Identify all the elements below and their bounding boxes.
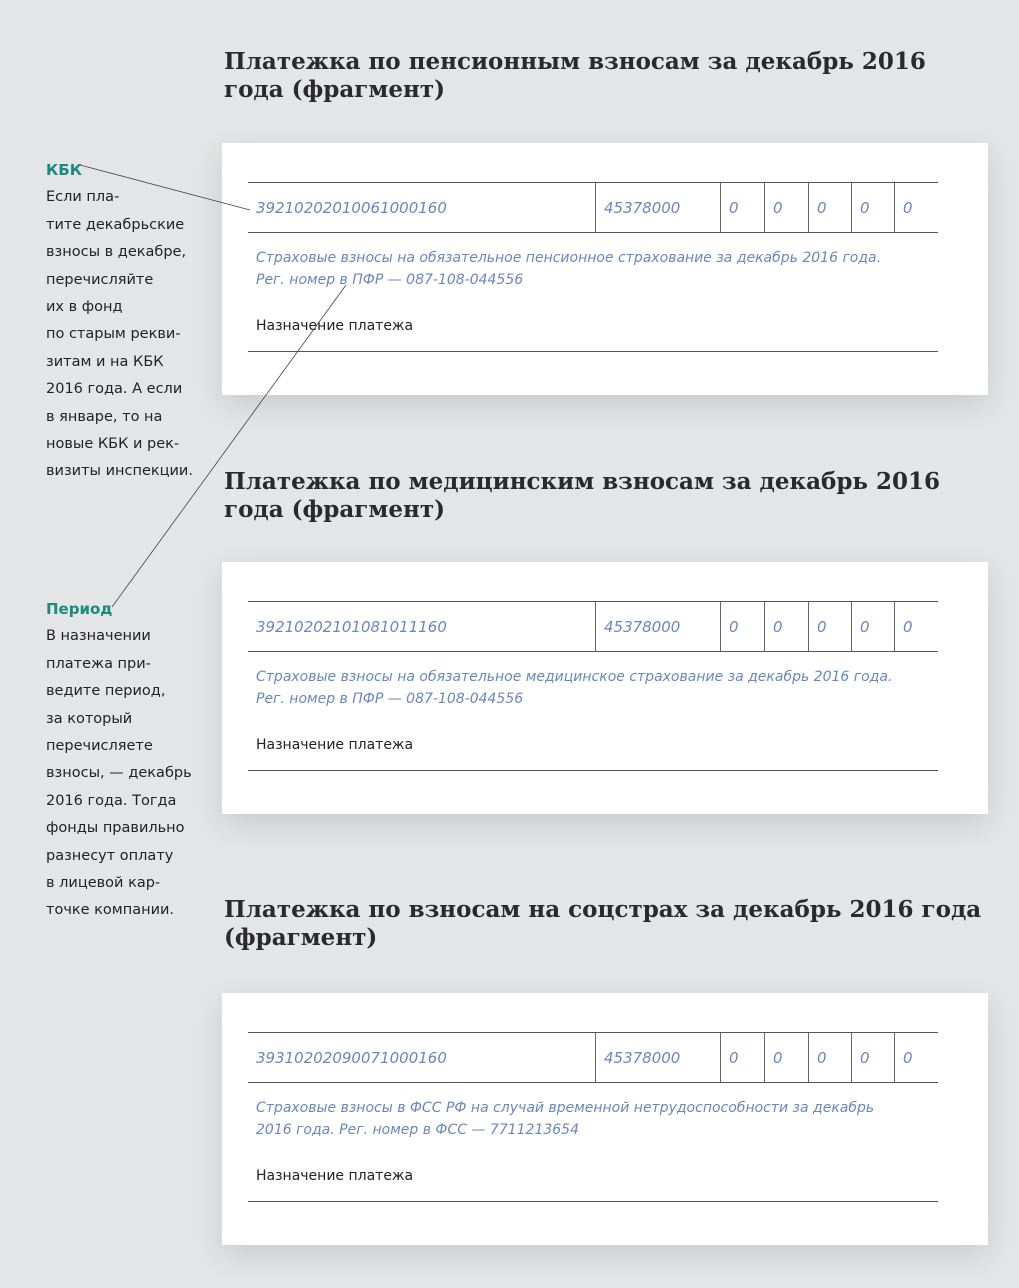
zero-field: 0 (720, 602, 764, 651)
note-line: точке компании. (46, 902, 175, 919)
purpose-label: Назначение платежа (256, 318, 414, 334)
payment-title: Платежка по пенсионным взносам за декабрь 2016 года (фрагмент) (224, 48, 926, 103)
zero-field: 0 (894, 183, 938, 232)
note-line: перечисляйте (46, 271, 154, 288)
note-line: 2016 года. А если (46, 381, 183, 398)
payment-title: Платежка по взносам на соцстрах за декабрь 2016 года (фрагмент) (224, 896, 982, 951)
zero-field: 0 (764, 183, 808, 232)
note-line: взносы, — декабрь (46, 765, 192, 782)
note-line: в лицевой кар- (46, 875, 161, 892)
note-heading: Период (46, 600, 113, 618)
note-line: в январе, то на (46, 408, 163, 425)
purpose-label: Назначение платежа (256, 737, 414, 753)
zero-field: 0 (851, 183, 894, 232)
note-line: В назначении (46, 628, 151, 645)
kbk-field: 39310202090071000160 (256, 1048, 447, 1067)
kbk-field: 39210202010061000160 (256, 198, 447, 217)
note-line: 2016 года. Тогда (46, 792, 177, 809)
oktmo-field: 45378000 (595, 1033, 720, 1082)
note-line: ведите период, (46, 683, 166, 700)
zero-field: 0 (894, 1033, 938, 1082)
zero-field: 0 (851, 602, 894, 651)
payment-title: Платежка по медицинским взносам за декабрь 2016 года (фрагмент) (224, 468, 941, 523)
purpose-label: Назначение платежа (256, 1168, 414, 1184)
note-line: их в фонд (46, 299, 123, 316)
note-line: за который (46, 710, 133, 727)
zero-field: 0 (851, 1033, 894, 1082)
zero-field: 0 (808, 183, 851, 232)
note-line: перечисляете (46, 738, 153, 755)
description-line: Страховые взносы в ФСС РФ на случай временной нетрудоспособности за декабрь (256, 1100, 875, 1116)
zero-field: 0 (808, 1033, 851, 1082)
description-line: Рег. номер в ПФР — 087-108-044556 (256, 691, 524, 707)
note-line: Если пла- (46, 189, 120, 206)
description-line: Страховые взносы на обязательное пенсионное страхование за декабрь 2016 года. (256, 250, 882, 266)
period-callout-line (112, 285, 346, 607)
description-line: Страховые взносы на обязательное медицинское страхование за декабрь 2016 года. (256, 669, 893, 685)
note-line: разнесут оплату (46, 847, 174, 864)
zero-field: 0 (764, 602, 808, 651)
note-line: платежа при- (46, 655, 151, 672)
note-line: визиты инспекции. (46, 463, 193, 480)
description-line: Рег. номер в ПФР — 087-108-044556 (256, 272, 524, 288)
note-line: новые КБК и рек- (46, 436, 180, 453)
note-line: зитам и на КБК (46, 353, 164, 370)
note-line: тите декабрьские (46, 216, 185, 233)
oktmo-field: 45378000 (595, 602, 720, 651)
note-heading: КБК (46, 161, 82, 179)
kbk-field: 39210202101081011160 (256, 617, 447, 636)
description-line: 2016 года. Рег. номер в ФСС — 7711213654 (256, 1122, 579, 1138)
zero-field: 0 (894, 602, 938, 651)
note-line: фонды правильно (46, 820, 185, 837)
zero-field: 0 (764, 1033, 808, 1082)
zero-field: 0 (808, 602, 851, 651)
zero-field: 0 (720, 183, 764, 232)
note-line: взносы в декабре, (46, 244, 187, 261)
oktmo-field: 45378000 (595, 183, 720, 232)
zero-field: 0 (720, 1033, 764, 1082)
kbk-callout-line (80, 165, 250, 210)
note-line: по старым рекви- (46, 326, 181, 343)
